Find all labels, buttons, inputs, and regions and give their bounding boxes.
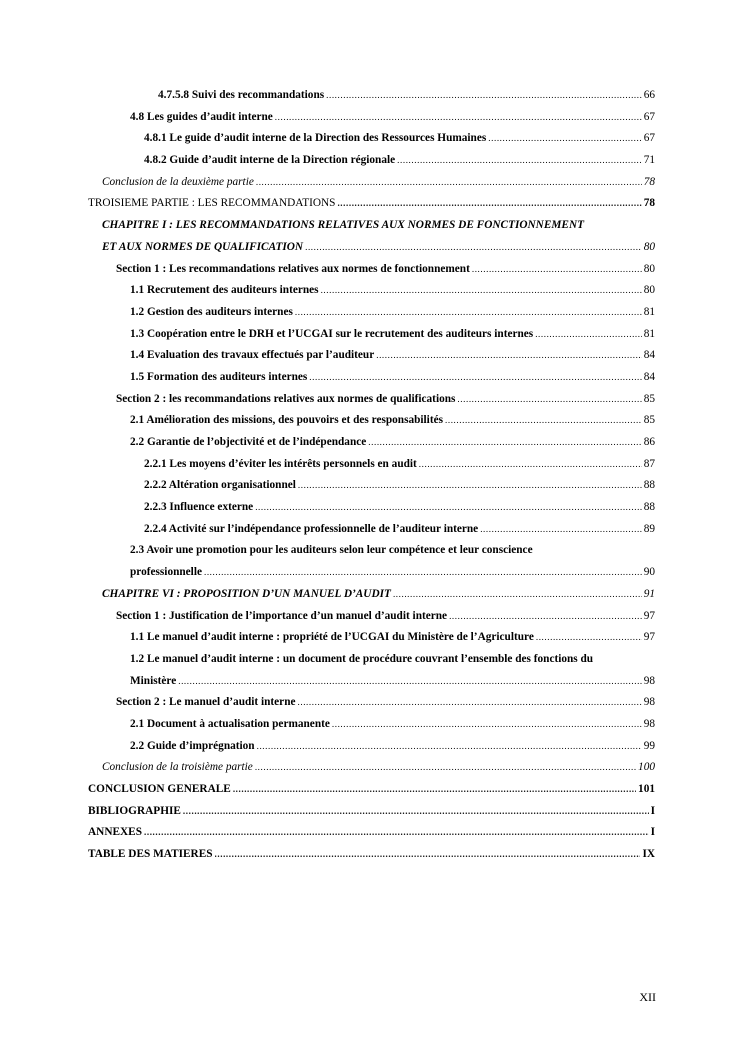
dot-leader bbox=[397, 150, 642, 172]
toc-entry-title: 2.2 Garantie de l’objectivité et de l’indépendance bbox=[130, 436, 367, 448]
toc-entry-title: 1.2 Gestion des auditeurs internes bbox=[130, 305, 293, 318]
toc-entry-page: 85 bbox=[643, 392, 655, 405]
toc-entry bbox=[88, 714, 655, 736]
toc-entry-title: Section 2 : les recommandations relatives aux normes de qualifications bbox=[116, 392, 456, 405]
toc-entry-page: 81 bbox=[643, 327, 655, 340]
toc-entry bbox=[88, 237, 655, 259]
dot-leader bbox=[256, 172, 642, 194]
toc-entry bbox=[88, 345, 655, 367]
toc-entry-page: 84 bbox=[643, 349, 655, 362]
dot-leader bbox=[535, 324, 642, 346]
dot-leader bbox=[257, 736, 642, 758]
dot-leader bbox=[144, 822, 649, 844]
toc-entry bbox=[88, 475, 655, 497]
toc-entry bbox=[88, 844, 655, 866]
toc-entry bbox=[88, 692, 655, 714]
toc-entry-page: 97 bbox=[643, 609, 655, 622]
toc-entry-title: Ministère bbox=[130, 674, 177, 687]
dot-leader bbox=[298, 475, 642, 497]
toc-entry bbox=[88, 454, 655, 476]
toc-entry-title: 2.1 Amélioration des missions, des pouvoirs et des responsabilités bbox=[130, 414, 443, 427]
toc-entry-page: 78 bbox=[643, 197, 655, 210]
toc-entry-page: 66 bbox=[643, 89, 655, 101]
toc-entry bbox=[88, 736, 655, 758]
toc-entry-page: 91 bbox=[643, 587, 655, 600]
toc-entry-title: 2.1 Document à actualisation permanente bbox=[130, 717, 330, 730]
toc-entry-page: 71 bbox=[643, 154, 655, 167]
dot-leader bbox=[204, 562, 642, 584]
toc-entry-title: 1.1 Le manuel d’audit interne : propriété de l’UCGAI du Ministère de l’Agriculture bbox=[130, 631, 534, 644]
dot-leader bbox=[445, 410, 642, 432]
toc-entry-page: 88 bbox=[643, 501, 655, 514]
toc-entry bbox=[88, 215, 655, 237]
dot-leader bbox=[480, 519, 642, 541]
toc-entry bbox=[88, 128, 655, 150]
toc-entry-title: 4.8 Les guides d’audit interne bbox=[130, 110, 273, 123]
dot-leader bbox=[321, 280, 642, 302]
toc-entry-title: Section 2 : Le manuel d’audit interne bbox=[116, 696, 296, 709]
toc-entry-page: 67 bbox=[643, 132, 655, 145]
toc-entry bbox=[88, 801, 655, 823]
toc-entry-page: 80 bbox=[643, 240, 655, 253]
toc-entry-title: 1.1 Recrutement des auditeurs internes bbox=[130, 284, 319, 297]
toc-entry-title: Conclusion de la troisième partie bbox=[102, 761, 253, 774]
toc-entry-title: BIBLIOGRAPHIE bbox=[88, 804, 181, 817]
toc-entry-title: 2.2.2 Altération organisationnel bbox=[144, 479, 296, 492]
toc-entry-title: 4.8.2 Guide d’audit interne de la Direction régionale bbox=[144, 154, 396, 167]
toc-entry bbox=[88, 432, 655, 454]
toc-entry-page: 90 bbox=[643, 566, 655, 579]
dot-leader bbox=[457, 389, 641, 411]
toc-entry-title: ET AUX NORMES DE QUALIFICATION bbox=[102, 240, 304, 253]
toc-entry-page: 81 bbox=[643, 305, 655, 318]
toc-entry-title: CHAPITRE VI : PROPOSITION D’UN MANUEL D’AUDIT bbox=[102, 587, 391, 600]
toc-entry-title: ANNEXES bbox=[88, 826, 142, 839]
toc-entry bbox=[88, 627, 655, 649]
toc-entry bbox=[88, 389, 655, 411]
toc-entry-page: 80 bbox=[643, 262, 655, 275]
toc-entry-page: 97 bbox=[643, 631, 655, 644]
toc-entry bbox=[88, 497, 655, 519]
toc-entry-page: 101 bbox=[638, 783, 655, 795]
toc-entry-page: 98 bbox=[643, 696, 655, 709]
toc-entry bbox=[88, 85, 655, 107]
toc-entry-title: professionnelle bbox=[130, 566, 202, 579]
dot-leader bbox=[419, 454, 642, 476]
toc-entry bbox=[88, 172, 655, 194]
toc-entry-title: 2.3 Avoir une promotion pour les auditeurs selon leur compétence et leur conscience bbox=[130, 544, 533, 557]
dot-leader bbox=[305, 237, 642, 259]
toc-entry-title: 4.8.1 Le guide d’audit interne de la Direction des Ressources Humaines bbox=[144, 132, 487, 145]
toc-entry-page: 80 bbox=[643, 284, 655, 297]
toc-entry bbox=[88, 302, 655, 324]
toc-entry-title: 4.7.5.8 Suivi des recommandations bbox=[158, 89, 325, 101]
toc-entry bbox=[88, 540, 655, 562]
toc-entry-page: 98 bbox=[643, 717, 655, 730]
toc-entry-page: 100 bbox=[638, 761, 655, 774]
toc-entry-title: 1.4 Evaluation des travaux effectués par l’auditeur bbox=[130, 349, 375, 362]
toc-entry-page: 84 bbox=[643, 370, 655, 383]
toc-entry-title: Section 1 : Justification de l’importance d’un manuel d’audit interne bbox=[116, 609, 448, 622]
toc-entry-title: CHAPITRE I : LES RECOMMANDATIONS RELATIVES AUX NORMES DE FONCTIONNEMENT bbox=[102, 219, 585, 232]
dot-leader bbox=[488, 128, 641, 150]
dot-leader bbox=[309, 367, 641, 389]
toc-entry-title: 1.3 Coopération entre le DRH et l’UCGAI sur le recrutement des auditeurs internes bbox=[130, 327, 534, 340]
toc-entry-title: 2.2.4 Activité sur l’indépendance professionnelle de l’auditeur interne bbox=[144, 522, 479, 535]
toc-entry-page: 88 bbox=[643, 479, 655, 492]
toc-entry-title: TABLE DES MATIERES bbox=[88, 848, 213, 861]
toc-entry-page: I bbox=[650, 826, 655, 839]
toc-entry-page: 85 bbox=[643, 414, 655, 427]
dot-leader bbox=[368, 432, 641, 454]
toc-entry-title: 2.2.1 Les moyens d’éviter les intérêts personnels en audit bbox=[144, 457, 417, 470]
toc-entry-page: 67 bbox=[643, 110, 655, 123]
toc-entry bbox=[88, 367, 655, 389]
toc-entry bbox=[88, 779, 655, 801]
dot-leader bbox=[183, 801, 649, 823]
toc-entry-page: 86 bbox=[643, 436, 655, 448]
dot-leader bbox=[337, 193, 641, 215]
toc-entry-page: 98 bbox=[643, 674, 655, 687]
toc-entry bbox=[88, 410, 655, 432]
toc-entry bbox=[88, 193, 655, 215]
dot-leader bbox=[472, 259, 642, 281]
page-number: XII bbox=[639, 990, 656, 1004]
toc-entry-title: TROISIEME PARTIE : LES RECOMMANDATIONS bbox=[88, 197, 336, 210]
toc-entry-title: 1.5 Formation des auditeurs internes bbox=[130, 370, 308, 383]
toc-entry-title: Section 1 : Les recommandations relatives aux normes de fonctionnement bbox=[116, 262, 470, 275]
toc-entry-page: 99 bbox=[643, 739, 655, 752]
toc-entry-page: 87 bbox=[643, 457, 655, 470]
dot-leader bbox=[255, 497, 642, 519]
dot-leader bbox=[275, 107, 642, 129]
dot-leader bbox=[255, 757, 636, 779]
toc-entry-page: 78 bbox=[643, 175, 655, 188]
dot-leader bbox=[376, 345, 641, 367]
toc-entry-title: 2.2 Guide d’imprégnation bbox=[130, 739, 255, 752]
toc-entry bbox=[88, 584, 655, 606]
toc-entry bbox=[88, 606, 655, 628]
dot-leader bbox=[295, 302, 642, 324]
toc-entry-title: 1.2 Le manuel d’audit interne : un document de procédure couvrant l’ensemble des fonctions du bbox=[130, 652, 594, 665]
toc-entry bbox=[88, 671, 655, 693]
dot-leader bbox=[332, 714, 642, 736]
toc-entry bbox=[88, 324, 655, 346]
dot-leader bbox=[326, 85, 642, 107]
toc-entry bbox=[88, 280, 655, 302]
toc-entry-page: IX bbox=[642, 848, 655, 861]
toc-entry bbox=[88, 822, 655, 844]
dot-leader bbox=[536, 627, 642, 649]
toc-entry-title: CONCLUSION GENERALE bbox=[88, 783, 231, 795]
toc-entry bbox=[88, 107, 655, 129]
dot-leader bbox=[393, 584, 642, 606]
dot-leader bbox=[178, 671, 641, 693]
toc-entry bbox=[88, 649, 655, 671]
toc-entry bbox=[88, 519, 655, 541]
toc-entry-page: I bbox=[650, 804, 655, 817]
dot-leader bbox=[298, 692, 642, 714]
toc-entry bbox=[88, 259, 655, 281]
toc-entry-page: 89 bbox=[643, 522, 655, 535]
toc-entry bbox=[88, 757, 655, 779]
dot-leader bbox=[215, 844, 641, 866]
toc-entry bbox=[88, 562, 655, 584]
dot-leader bbox=[449, 606, 642, 628]
toc-entry-title: Conclusion de la deuxième partie bbox=[102, 175, 254, 188]
toc-entry bbox=[88, 150, 655, 172]
toc-entry-title: 2.2.3 Influence externe bbox=[144, 501, 254, 514]
dot-leader bbox=[233, 779, 636, 801]
table-of-contents bbox=[88, 85, 655, 866]
